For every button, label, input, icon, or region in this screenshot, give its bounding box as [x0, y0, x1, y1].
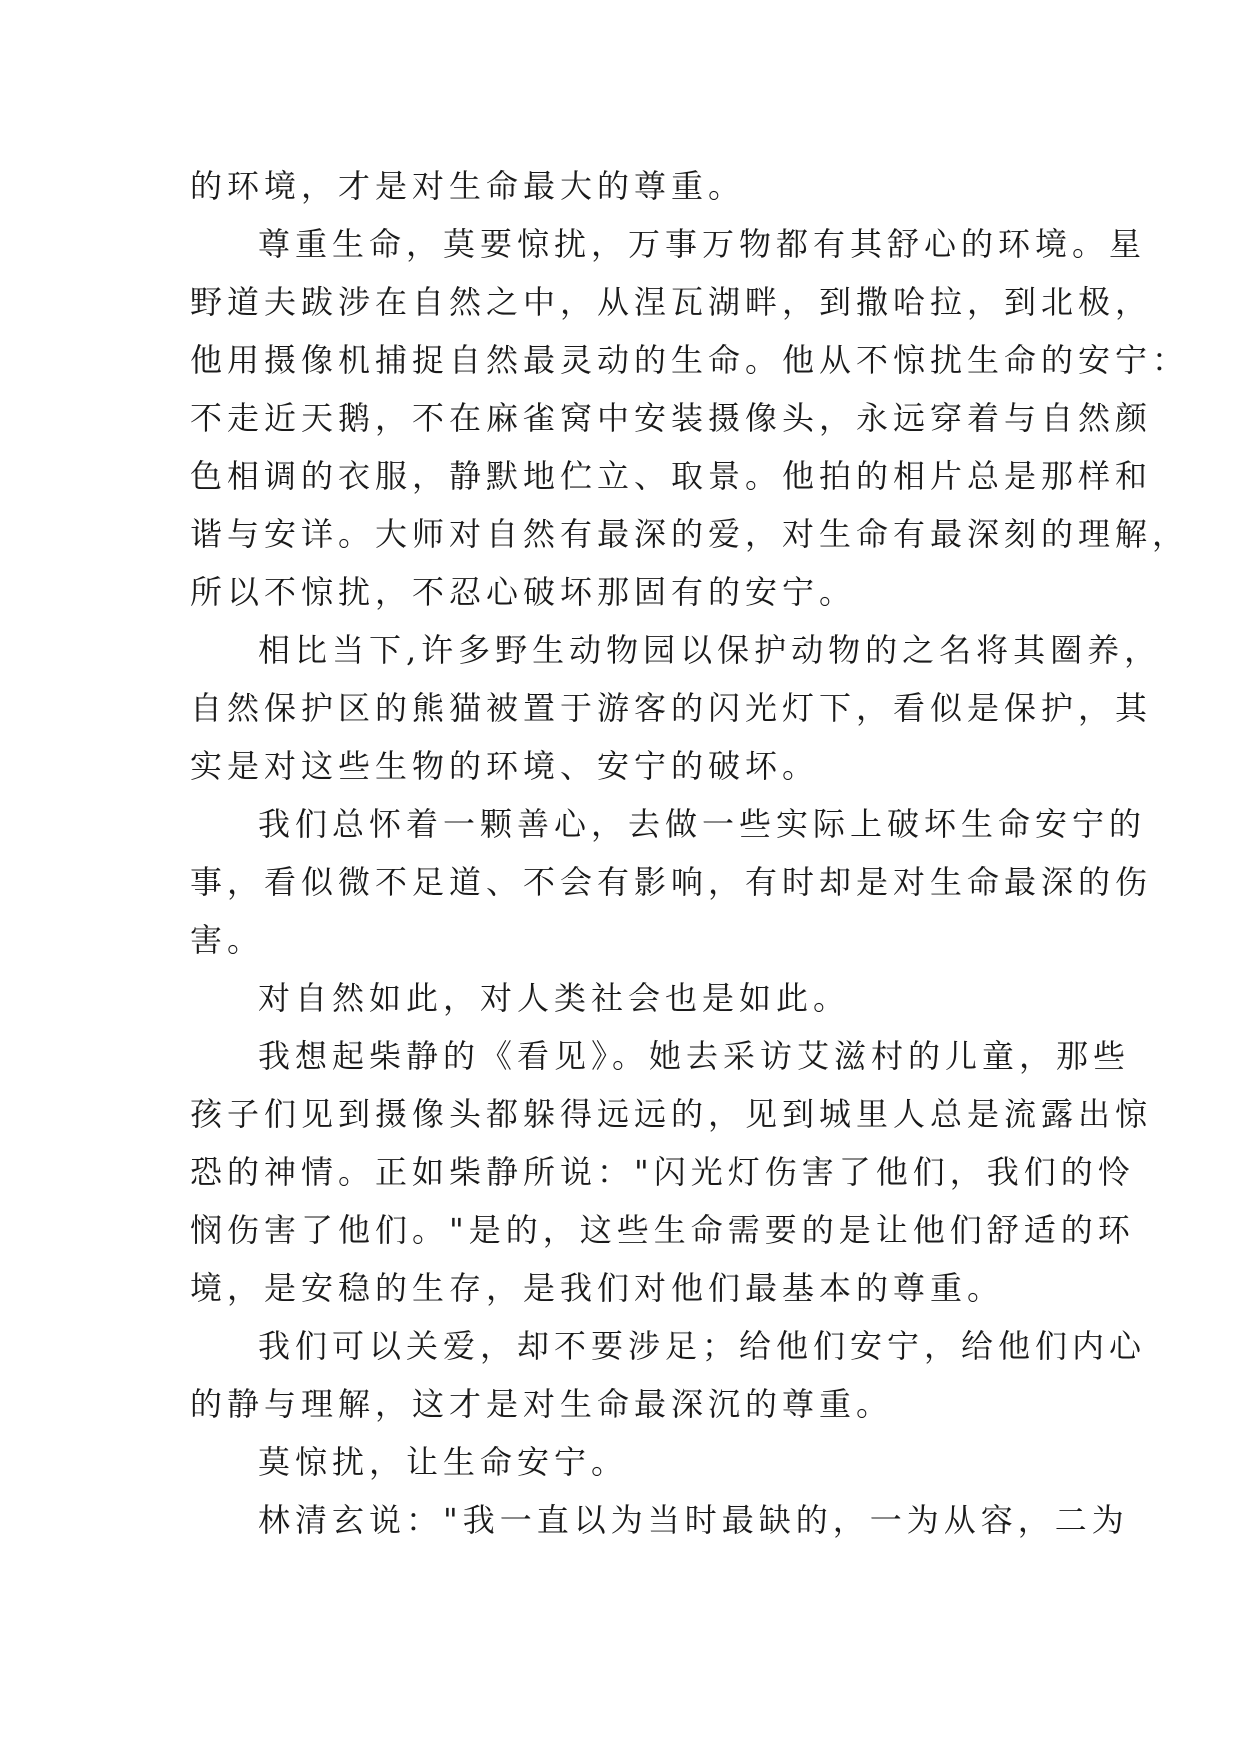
paragraph-first-line: 我们总怀着一颗善心，去做一些实际上破坏生命安宁的 [258, 805, 1147, 843]
text-line: 所以不惊扰，不忍心破坏那固有的安宁。 [190, 573, 857, 611]
text-line: 野道夫跋涉在自然之中，从涅瓦湖畔，到撒哈拉，到北极， [190, 283, 1153, 321]
text-line: 恐的神情。正如柴静所说："闪光灯伤害了他们，我们的怜 [190, 1153, 1135, 1191]
paragraph-first-line: 相比当下,许多野生动物园以保护动物的之名将其圈养， [258, 631, 1162, 669]
text-line: 害。 [190, 921, 265, 959]
paragraph-first-line: 我们可以关爱，却不要涉足；给他们安宁，给他们内心 [258, 1327, 1147, 1365]
paragraph-first-line: 莫惊扰，让生命安宁。 [258, 1443, 629, 1481]
paragraph-first-line: 林清玄说："我一直以为当时最缺的，一为从容，二为 [258, 1501, 1129, 1539]
paragraph-first-line: 我想起柴静的《看见》。她去采访艾滋村的儿童，那些 [258, 1037, 1131, 1075]
text-line: 色相调的衣服，静默地伫立、取景。他拍的相片总是那样和 [190, 457, 1153, 495]
text-line: 悯伤害了他们。"是的，这些生命需要的是让他们舒适的环 [190, 1211, 1135, 1249]
text-line: 实是对这些生物的环境、安宁的破坏。 [190, 747, 820, 785]
text-line: 的静与理解，这才是对生命最深沉的尊重。 [190, 1385, 894, 1423]
text-line: 境，是安稳的生存，是我们对他们最基本的尊重。 [190, 1269, 1005, 1307]
text-line: 自然保护区的熊猫被置于游客的闪光灯下，看似是保护，其 [190, 689, 1153, 727]
text-line: 他用摄像机捕捉自然最灵动的生命。他从不惊扰生命的安宁： [190, 341, 1190, 379]
paragraph-first-line: 尊重生命，莫要惊扰，万事万物都有其舒心的环境。星 [258, 225, 1147, 263]
document-body [190, 157, 1190, 1549]
text-line: 孩子们见到摄像头都躲得远远的，见到城里人总是流露出惊 [190, 1095, 1153, 1133]
text-line: 不走近天鹅，不在麻雀窝中安装摄像头，永远穿着与自然颜 [190, 399, 1153, 437]
text-line: 的环境，才是对生命最大的尊重。 [190, 167, 746, 205]
text-line: 事，看似微不足道、不会有影响，有时却是对生命最深的伤 [190, 863, 1153, 901]
paragraph-first-line: 对自然如此，对人类社会也是如此。 [258, 979, 851, 1017]
text-line: 谐与安详。大师对自然有最深的爱，对生命有最深刻的理解， [190, 515, 1190, 553]
